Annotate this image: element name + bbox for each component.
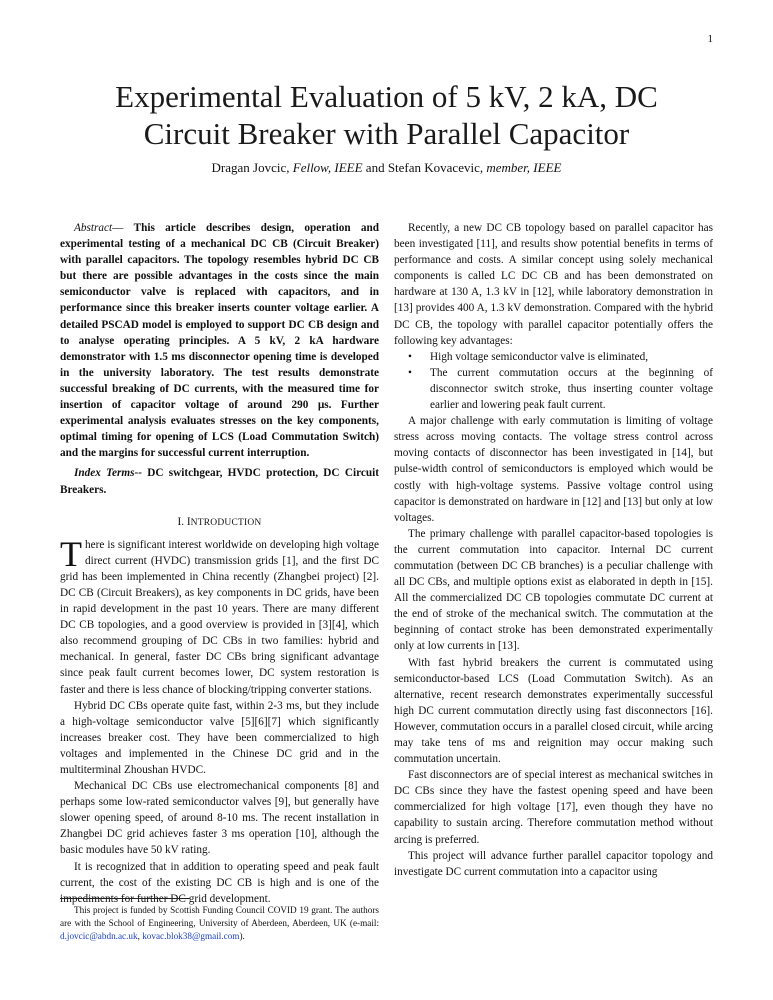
intro-paragraph-3: Mechanical DC CBs use electromechanical components [8] and perhaps some low-rated semiconductor valves [9], but generally have slower opening speed, of around 8-10 ms. The recent installation in Zhangbei DC grid achieves faster 3 ms operation [10], although the basic modules have 50 kV rating.	[60, 780, 379, 857]
right-column	[394, 220, 713, 880]
footnote-divider	[60, 898, 190, 899]
bullet-icon: •	[408, 350, 412, 363]
abstract-dash: —	[112, 222, 134, 234]
bullet-icon: •	[408, 366, 412, 379]
section-first-letter: I	[186, 515, 191, 528]
list-item-text: High voltage semiconductor valve is eliminated,	[430, 350, 649, 363]
footnote-end: ).	[239, 931, 245, 941]
left-column	[60, 220, 379, 907]
title-line-1: Experimental Evaluation of 5 kV, 2 kA, DC	[115, 79, 658, 114]
email-link-2[interactable]: kovac.blok38@gmail.com	[142, 931, 240, 941]
author-joiner: and Stefan Kovacevic	[362, 160, 480, 175]
section-rest: NTRODUCTION	[190, 517, 262, 528]
abstract-text: This article describes design, operation and experimental testing of a mechanical DC CB (Circuit Breaker) with parallel capacitors. The topology resembles hybrid DC CB but there are possible advantages in the costs since the main semiconductor valve is replaced with capacitors, and in performance since this breaker inserts counter voltage earlier. A detailed PSCAD model is employed to support DC CB design and to analyse operating principles. A 5 kV, 2 kA hardware demonstrator with 1.5 ms disconnector opening time is developed in the university laboratory. The test results demonstrate successful breaking of DC currents, with the measured time for insertion of capacitor voltage of around 290 µs. Further experimental analysis evaluates stresses on the key components, optimal timing for opening of LCS (Load Commutation Switch) and the margins for successful current interruption.	[60, 222, 379, 460]
footnote-separator: ,	[137, 931, 143, 941]
title-line-2: Circuit Breaker with Parallel Capacitor	[143, 116, 630, 151]
intro-paragraph-2: Hybrid DC CBs operate quite fast, within 2-3 ms, but they include a high-voltage semiconductor valve [5][6][7] which significantly increases breaker cost. They have been commercialized to high voltages and implemented in the Chinese DC grid and in the multiterminal Zhoushan HVDC.	[60, 699, 379, 776]
right-paragraph-2: A major challenge with early commutation is limiting of voltage stress across moving contacts. The voltage stress control across moving contacts of disconnector has been investigated in [14], but pulse-width control of semiconductors is employed which would be costly with high-voltage systems. Passive voltage control using capacitor is demonstrated on hardware in [12] and [13] but only at low voltages.	[394, 415, 713, 524]
author-1: Dragan Jovcic,	[211, 160, 293, 175]
intro-p1-text: here is significant interest worldwide on developing high voltage direct current (HVDC) transmission grids [1], and the first DC grid has been implemented in China recently (Zhangbei project) [2]. DC CB (Circuit Breakers), as key components in DC grids, have been in rapid development in the past 10 years. There are many different DC CB topologies, and a good overview is provided in [3][4], which also recommend grouping of DC CBs in two families: hybrid and mechanical. In general, faster DC CBs bring significant advantage since peak fault current becomes lower, DC system restoration is faster and there is less chance of blocking/tripping converter stations.	[60, 538, 379, 696]
author-1-role: Fellow, IEEE	[292, 160, 363, 175]
list-item	[394, 365, 713, 413]
abstract	[60, 220, 379, 461]
section-number: I.	[177, 515, 187, 528]
right-paragraph-6: This project will advance further parallel capacitor topology and investigate DC current commutation into a capacitor using	[394, 849, 713, 878]
right-paragraph-5: Fast disconnectors are of special interest as mechanical switches in DC CBs since they have the fastest opening speed and have been commercialized for high voltage [17], even though they have no capability to sustain arcing. Therefore commutation method without arcing is preferred.	[394, 769, 713, 846]
footnote-text: This project is funded by Scottish Funding Council COVID 19 grant. The authors are with the School of Engineering, University of Aberdeen, Aberdeen, UK (e-mail:	[60, 905, 379, 928]
right-paragraph-3: The primary challenge with parallel capacitor-based topologies is the current commutation into capacitor. Internal DC current commutation (between DC CB branches) is a peculiar challenge with all DC CBs, and multiple options exist as elaborated in depth in [15]. All the commercialized DC CB topologies commutate DC current at the end of stroke of the mechanical switch. The commutation at the beginning of contact stroke has been demonstrated experimentally only at low currents in [13].	[394, 527, 713, 653]
section-heading-introduction	[60, 514, 379, 531]
author-line	[0, 160, 773, 176]
right-paragraph-4: With fast hybrid breakers the current is commutated using semiconductor-based LCS (Load Commutation Switch). As an alternative, recent research demonstrates experimentally successful high DC current commutation directly using fast disconnectors [16]. However, commutation occurs in a parallel closed circuit, while arcing may take tens of ms and reignition may occur making such commutation uncertain.	[394, 656, 713, 766]
intro-paragraph-1	[60, 533, 379, 698]
drop-cap: T	[60, 533, 82, 574]
paper-title	[0, 78, 773, 152]
list-item-text: The current commutation occurs at the beginning of disconnector switch stroke, thus inserting counter voltage earlier and lowering peak fault current.	[430, 366, 713, 412]
right-paragraph-1: Recently, a new DC CB topology based on parallel capacitor has been investigated [11], and results show potential benefits in terms of performance and costs. A similar concept using solely mechanical components is called LC DC CB and has been demonstrated on hardware at 130 A, 1.3 kV in [12], while laboratory demonstration in [13] provides 400 A, 1.3 kV demonstration. Compared with the hybrid DC CB, the topology with parallel capacitor potentially offers the following key advantages:	[394, 222, 713, 347]
email-link-1[interactable]: d.jovcic@abdn.ac.uk	[60, 931, 138, 941]
index-terms	[60, 465, 379, 497]
index-terms-label: Index Terms--	[74, 467, 142, 480]
author-2-role: , member, IEEE	[479, 160, 562, 175]
list-item	[394, 349, 713, 365]
intro-paragraph-4: It is recognized that in addition to operating speed and peak fault current, the cost of the existing DC CB is high and is one of the impediments for further DC grid development.	[60, 860, 379, 905]
footnote	[60, 904, 379, 943]
page-number: 1	[707, 33, 713, 45]
advantages-list	[394, 349, 713, 413]
index-terms-text: DC switchgear, HVDC protection, DC Circuit Breakers.	[60, 467, 379, 496]
abstract-label: Abstract	[74, 222, 113, 234]
